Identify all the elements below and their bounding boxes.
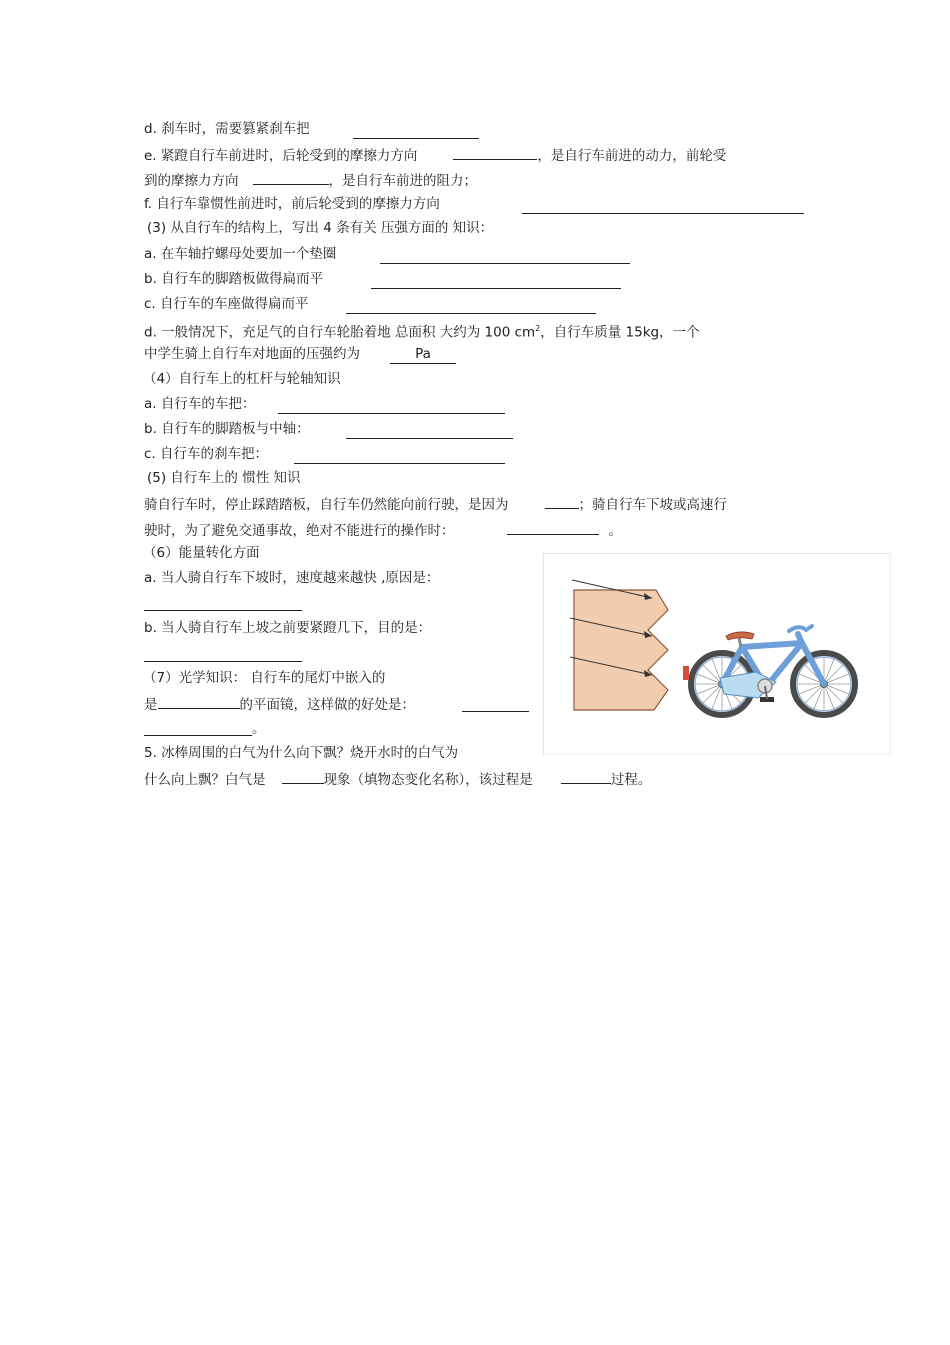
answer-blank-q5b[interactable]	[561, 769, 611, 784]
sec5-text3: 驶时，为了避免交通事故，绝对不能进行的操作时：	[144, 523, 455, 539]
item-e-text1: e. 紧蹬自行车前进时，后轮受到的摩擦力方向	[144, 148, 418, 164]
item-e-text4: ，是自行车前进的阻力；	[328, 173, 477, 189]
sec7-text4: 。	[252, 721, 266, 737]
handlebar	[789, 626, 812, 631]
sec4-c	[144, 445, 268, 463]
item-d	[144, 120, 310, 138]
sec7-text2: 是	[144, 697, 158, 713]
sec7-line2	[144, 694, 415, 714]
sec3-c	[144, 295, 309, 313]
sec4-c-text: c. 自行车的刹车把：	[144, 446, 269, 462]
item-e-line1	[144, 145, 726, 165]
sec6-heading	[143, 544, 260, 562]
answer-blank-4b[interactable]	[346, 438, 513, 439]
q5-text3: 现象（填物态变化名称），该过程是	[323, 772, 533, 788]
sec6-a	[144, 569, 439, 587]
answer-blank-3d[interactable]	[390, 345, 456, 364]
answer-blank-5b[interactable]	[507, 520, 599, 535]
q5-text4: 过程。	[610, 772, 652, 788]
q5-text2: 什么向上飘？白气是	[144, 772, 266, 788]
sec3-d-line2	[144, 345, 456, 364]
answer-blank-4a[interactable]	[278, 413, 505, 414]
item-e-line2	[144, 170, 477, 190]
sec5-line2	[144, 520, 622, 540]
item-f-text: f. 自行车靠惯性前进时，前后轮受到的摩擦力方向	[144, 196, 440, 212]
item-f	[144, 195, 440, 213]
sec3-d-text1: d. 一般情况下，充足气的自行车轮胎着地 总面积 大约为 100 cm	[144, 324, 536, 341]
sec5-heading	[147, 469, 301, 487]
sec3-a-text: a. 在车轴拧螺母处要加一个垫圈	[144, 246, 337, 262]
answer-blank-7c[interactable]	[144, 735, 252, 736]
answer-blank-3a[interactable]	[380, 263, 630, 264]
sec4-a-text: a. 自行车的车把：	[144, 396, 256, 412]
tail-reflector-diagram	[570, 580, 668, 710]
seat-post	[739, 638, 741, 647]
answer-blank-6a[interactable]	[144, 610, 302, 611]
sec3-heading	[147, 219, 493, 237]
reflector-body	[574, 590, 668, 710]
bicycle-illustration	[544, 554, 890, 754]
answer-blank-7b[interactable]	[462, 711, 529, 712]
answer-blank-5a[interactable]	[545, 494, 579, 509]
sec3-d-superscript: 2	[535, 324, 541, 333]
sec3-c-text: c. 自行车的车座做得扁而平	[144, 296, 309, 312]
bicycle	[683, 626, 855, 715]
item-e-text3: 到的摩擦力方向	[144, 173, 239, 189]
item-e-text2: ，是自行车前进的动力，前轮受	[537, 148, 727, 164]
bicycle-figure	[543, 553, 891, 755]
sec4-b-text: b. 自行车的脚踏板与中轴：	[144, 421, 310, 437]
sec3-d-line1	[144, 320, 700, 342]
sec4-b	[144, 420, 310, 438]
sec5-text1: 骑自行车时，停止踩踏踏板，自行车仍然能向前行驶，是因为	[144, 497, 509, 513]
sec5-line1	[144, 494, 727, 514]
answer-blank-q5a[interactable]	[282, 769, 324, 784]
item-d-text: d. 刹车时，需要篡紧刹车把	[144, 121, 310, 137]
sec6-heading-text: （6）能量转化方面	[143, 545, 260, 561]
rear-reflector	[683, 666, 689, 680]
answer-blank-f[interactable]	[522, 213, 804, 214]
q5-line2	[144, 769, 651, 789]
sec7-line3	[252, 720, 266, 738]
sec3-d-text2: ，自行车质量 15kg，一个	[540, 324, 700, 341]
sec5-text4: 。	[608, 523, 622, 539]
q5-text1: 5. 冰棒周围的白气为什么向下飘？烧开水时的白气为	[144, 745, 459, 761]
answer-blank-e2[interactable]	[253, 170, 329, 185]
sec4-heading	[143, 370, 341, 388]
sec7-line1	[143, 669, 385, 687]
answer-blank-3c[interactable]	[346, 313, 596, 314]
answer-blank-d[interactable]	[353, 138, 479, 139]
sec7-text1: （7）光学知识： 自行车的尾灯中嵌入的	[143, 670, 386, 686]
answer-blank-e1[interactable]	[453, 145, 537, 160]
sec6-a-text: a. 当人骑自行车下坡时，速度越来越快 ,原因是：	[144, 570, 440, 586]
answer-blank-6b[interactable]	[144, 661, 302, 662]
pa-unit: Pa	[415, 346, 431, 362]
sec4-a	[144, 395, 255, 413]
sec3-heading-text: (3) 从自行车的结构上，写出 4 条有关 压强方面的 知识：	[147, 220, 494, 236]
sec5-heading-text: (5) 自行车上的 惯性 知识	[147, 470, 301, 486]
answer-blank-3b[interactable]	[371, 288, 621, 289]
sec3-b-text: b. 自行车的脚踏板做得扁而平	[144, 271, 324, 287]
sec4-heading-text: （4）自行车上的杠杆与轮轴知识	[143, 371, 341, 387]
answer-blank-7a[interactable]	[158, 694, 240, 709]
sec3-b	[144, 270, 323, 288]
sec6-b-text: b. 当人骑自行车上坡之前要紧蹬几下，目的是：	[144, 620, 432, 636]
sec3-a	[144, 245, 336, 263]
sec5-text2: ；骑自行车下坡或高速行	[578, 497, 727, 513]
sec6-b	[144, 619, 431, 637]
sec7-text3: 的平面镜，这样做的好处是：	[239, 697, 415, 713]
q5-line1	[144, 744, 458, 762]
answer-blank-4c[interactable]	[294, 463, 505, 464]
sec3-d-text3: 中学生骑上自行车对地面的压强约为	[144, 346, 360, 362]
